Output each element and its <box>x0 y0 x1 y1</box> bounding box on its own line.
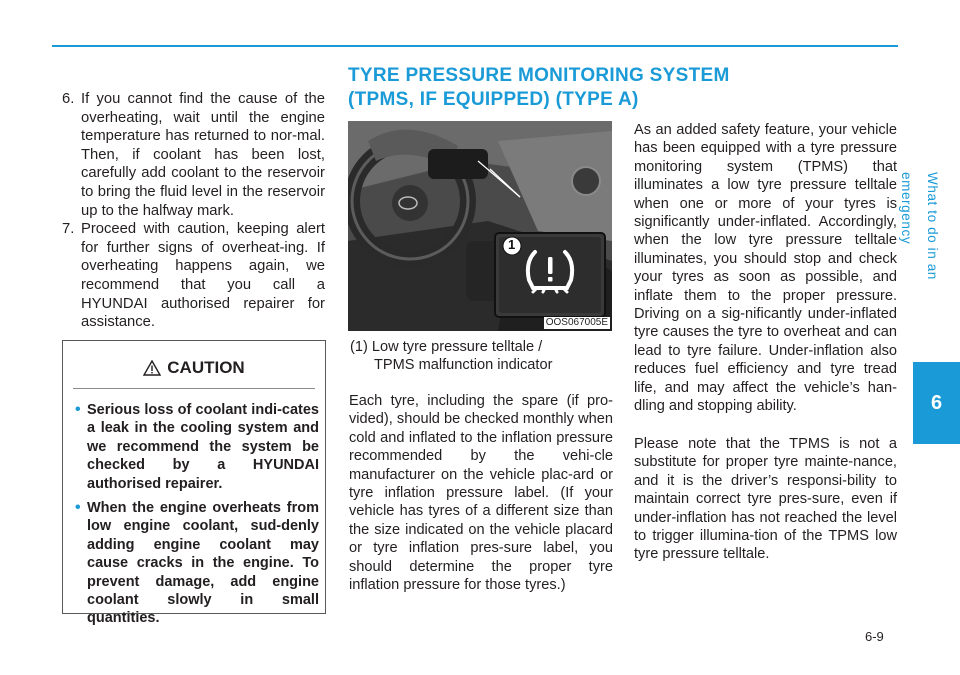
section-title <box>348 64 888 112</box>
chapter-tab-label: What to do in an emergency <box>899 172 940 280</box>
list-item-text: Proceed with caution, keeping alert for further signs of overheat-ing. If overheating happens again, we recommend that you call a HYUNDAI authorised repairer for assistance. <box>81 221 325 331</box>
caution-box <box>62 340 326 627</box>
caution-bullet-text: Serious loss of coolant indi-cates a leak in the cooling system and we recommend the system be checked by a HYUNDAI authorised repairer. <box>87 402 319 492</box>
figure-caption <box>350 338 612 375</box>
callout-number: 1 <box>508 237 516 252</box>
warning-triangle-icon <box>143 360 161 376</box>
list-item-6 <box>62 90 325 220</box>
bullet-dot-icon: • <box>75 401 81 418</box>
dashboard-illustration <box>348 121 612 331</box>
caption-line-2: TPMS malfunction indicator <box>374 357 553 374</box>
body-paragraph: As an added safety feature, your vehicle has been equipped with a tyre pressure monitoring system (TPMS) that illuminates a low tyre pressure telltale when one or more of your tyres is significantly under-inflated. Accordingly, when the low tyre pressure telltale illuminates, you should stop and check your tyres as soon as possible, and inflate them to the proper pressure. Driving on a sig-nificantly under-inflated tyre causes the tyre to overheat and can lead to tyre failure. Under-inflation also reduces fuel efficiency and tyre tread life, and may affect the vehicle’s han-dling and stopping ability. <box>634 122 897 415</box>
list-item-7 <box>62 220 325 332</box>
section-title-line-1: TYRE PRESSURE MONITORING SYSTEM <box>348 65 730 86</box>
chapter-number-badge: 6 <box>913 362 960 444</box>
body-paragraph: Each tyre, including the spare (if pro-vided), should be checked monthly when cold and inflated to the inflation pressure recommended by the vehi-cle manufacturer on the vehicle plac-ard or tyre inflation pressure label. (If your vehicle has tyres of a different size than the size indicated on the vehicle placard or tyre inflation pres-sure label, you should determine the proper tyre inflation pressure for those tyres.) <box>349 393 613 594</box>
list-item-text: If you cannot find the cause of the overheating, wait until the engine temperature has returned to nor-mal. Then, if coolant has been lost, carefully add coolant to the reservoir to bring the fluid level in the reservoir up to the halfway mark. <box>81 91 325 219</box>
dashboard-photo <box>348 121 612 331</box>
caution-bullet <box>75 499 319 628</box>
caution-bullet <box>75 401 319 493</box>
bullet-dot-icon: • <box>75 499 81 517</box>
list-item-number: 7. <box>62 221 75 238</box>
caption-line-1: (1) Low tyre pressure telltale / <box>350 339 543 355</box>
left-column <box>62 90 325 332</box>
low-tyre-pressure-icon <box>521 244 579 298</box>
page-number: 6-9 <box>865 629 884 644</box>
body-paragraph: Please note that the TPMS is not a substitute for proper tyre mainte-nance, and it is the driver’s responsi-bility to maintain correct tyre pres-sure, even if under-inflation has not reached the level to trigger illumina-tion of the TPMS low tyre pressure telltale. <box>634 436 897 563</box>
caution-header <box>73 348 315 389</box>
header-rule <box>52 45 898 47</box>
section-title-line-2: (TPMS, IF EQUIPPED) (TYPE A) <box>348 89 639 110</box>
caution-list <box>75 401 319 628</box>
list-item-number: 6. <box>62 91 75 107</box>
caution-bullet-text: When the engine overheats from low engine coolant, sud-denly adding engine coolant may cause cracks in the engine. To prevent damage, add engine coolant slowly in small quantities. <box>87 500 319 627</box>
caution-title: CAUTION <box>167 358 245 377</box>
figure-code: OOS067005E <box>545 317 608 328</box>
